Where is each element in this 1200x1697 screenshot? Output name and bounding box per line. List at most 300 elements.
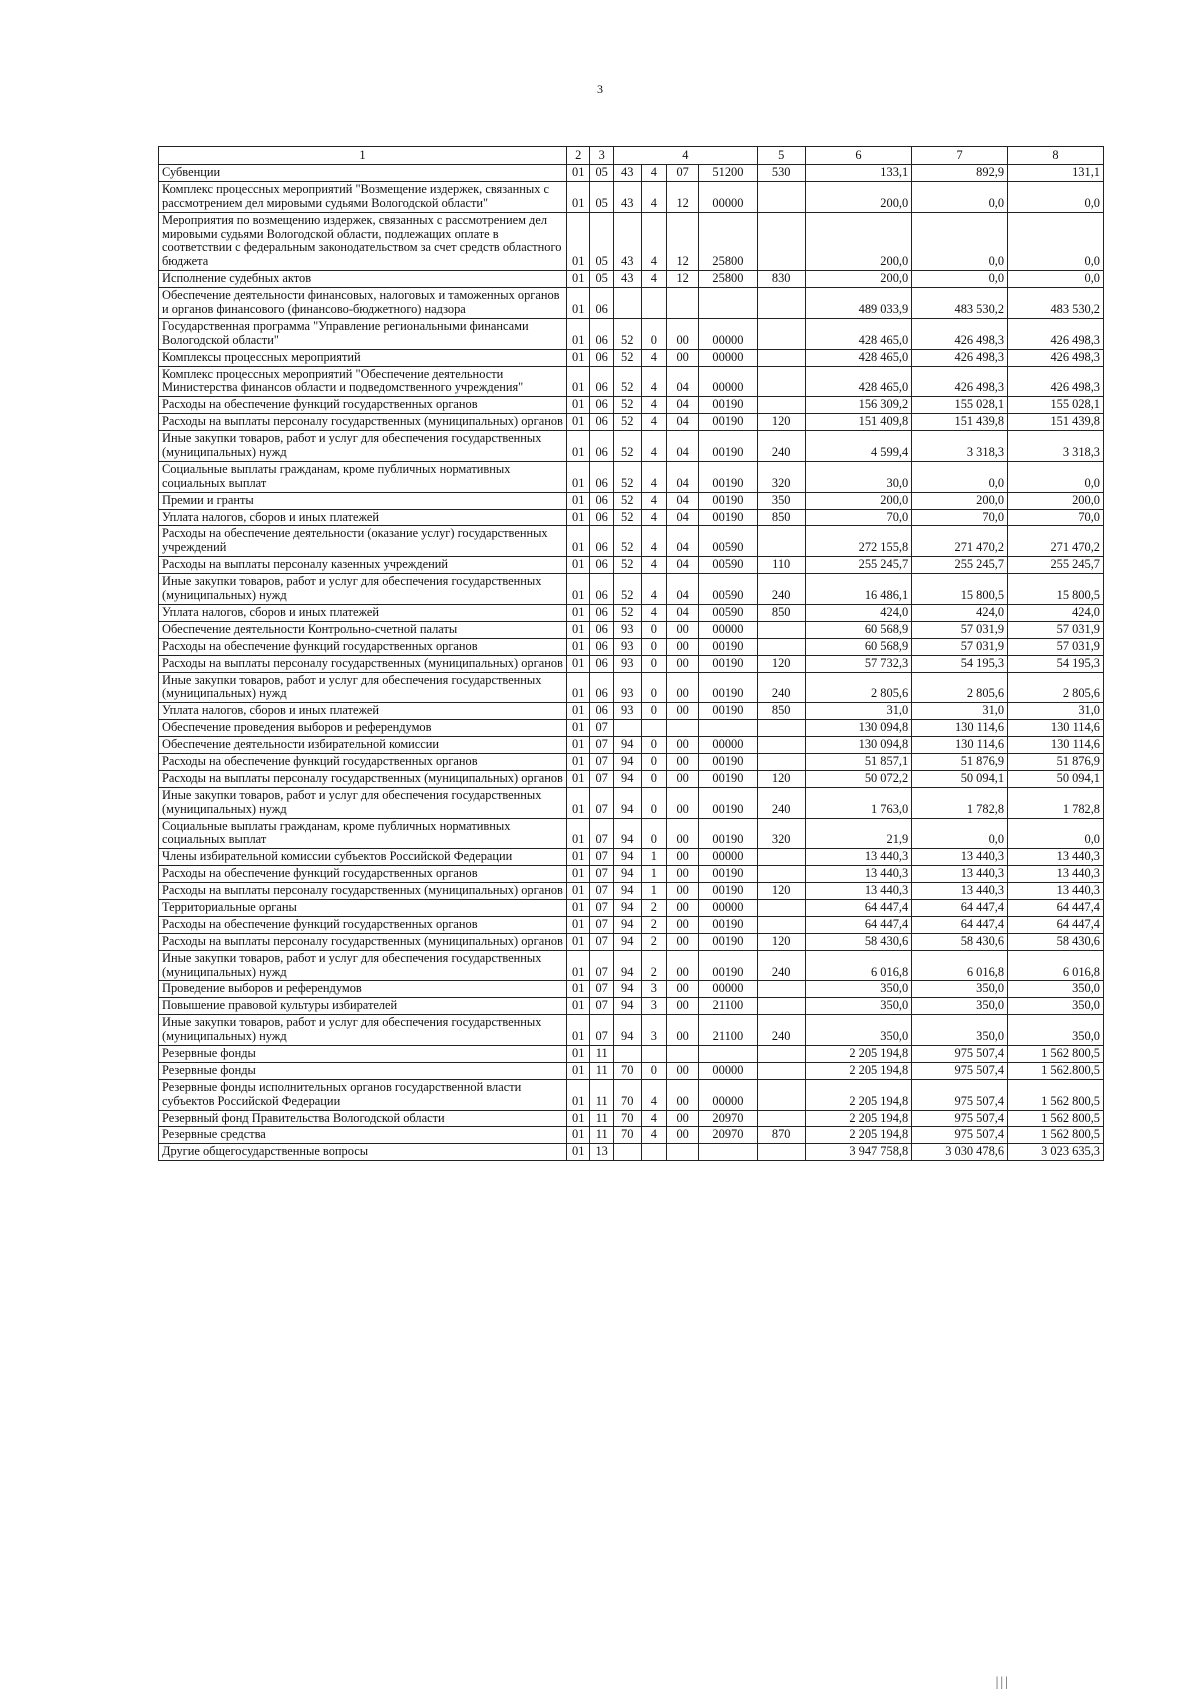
cell-vr: 850: [757, 703, 805, 720]
cell-pr: 05: [590, 212, 613, 271]
cell-csr-type: 0: [641, 1062, 667, 1079]
cell-pr: 06: [590, 574, 613, 605]
cell-csr-complex: [667, 288, 699, 319]
cell-name: Комплекс процессных мероприятий "Возмещение издержек, связанных с рассмотрением дел мировыми судьями Вологодской области": [159, 181, 567, 212]
cell-csr-program: 52: [613, 366, 641, 397]
cell-name: Расходы на обеспечение функций государственных органов: [159, 753, 567, 770]
cell-csr-complex: 00: [667, 933, 699, 950]
cell-pr: 06: [590, 557, 613, 574]
cell-pr: 06: [590, 509, 613, 526]
cell-csr-program: 52: [613, 318, 641, 349]
cell-rz: 01: [567, 1079, 590, 1110]
table-row: [159, 703, 1104, 720]
cell-csr-complex: 04: [667, 509, 699, 526]
cell-year-2: 51 876,9: [912, 753, 1008, 770]
cell-name: Обеспечение проведения выборов и референдумов: [159, 720, 567, 737]
cell-vr: 320: [757, 818, 805, 849]
cell-rz: 01: [567, 655, 590, 672]
cell-csr-complex: 00: [667, 655, 699, 672]
cell-year-1: 16 486,1: [805, 574, 912, 605]
cell-csr-complex: 07: [667, 165, 699, 182]
cell-pr: 07: [590, 916, 613, 933]
cell-csr-direction: 00190: [699, 461, 758, 492]
cell-name: Исполнение судебных актов: [159, 271, 567, 288]
cell-year-2: 70,0: [912, 509, 1008, 526]
cell-csr-program: 94: [613, 1015, 641, 1046]
cell-year-2: 31,0: [912, 703, 1008, 720]
cell-vr: 120: [757, 770, 805, 787]
cell-vr: 120: [757, 883, 805, 900]
cell-name: Иные закупки товаров, работ и услуг для обеспечения государственных (муниципальных) нужд: [159, 672, 567, 703]
cell-year-3: 0,0: [1008, 271, 1104, 288]
cell-csr-type: 4: [641, 181, 667, 212]
cell-year-1: 13 440,3: [805, 866, 912, 883]
cell-name: Расходы на выплаты персоналу государственных (муниципальных) органов: [159, 655, 567, 672]
cell-rz: 01: [567, 621, 590, 638]
cell-rz: 01: [567, 574, 590, 605]
cell-year-2: 424,0: [912, 604, 1008, 621]
cell-csr-direction: 00190: [699, 787, 758, 818]
cell-rz: 01: [567, 271, 590, 288]
cell-csr-complex: 00: [667, 787, 699, 818]
cell-year-2: 426 498,3: [912, 366, 1008, 397]
cell-pr: 06: [590, 431, 613, 462]
cell-year-3: 426 498,3: [1008, 366, 1104, 397]
table-row: [159, 1127, 1104, 1144]
cell-year-3: 426 498,3: [1008, 318, 1104, 349]
cell-rz: 01: [567, 787, 590, 818]
cell-year-1: 133,1: [805, 165, 912, 182]
cell-rz: 01: [567, 1110, 590, 1127]
header-cell: 4: [613, 147, 757, 165]
cell-vr: [757, 737, 805, 754]
cell-csr-complex: 00: [667, 950, 699, 981]
cell-csr-type: 0: [641, 703, 667, 720]
cell-name: Повышение правовой культуры избирателей: [159, 998, 567, 1015]
cell-rz: 01: [567, 397, 590, 414]
cell-year-1: 350,0: [805, 981, 912, 998]
cell-vr: 240: [757, 672, 805, 703]
cell-rz: 01: [567, 916, 590, 933]
cell-pr: 06: [590, 414, 613, 431]
cell-year-3: 483 530,2: [1008, 288, 1104, 319]
cell-year-3: 151 439,8: [1008, 414, 1104, 431]
cell-vr: [757, 981, 805, 998]
cell-year-1: 156 309,2: [805, 397, 912, 414]
cell-csr-program: 94: [613, 787, 641, 818]
cell-year-2: 0,0: [912, 212, 1008, 271]
cell-year-3: 54 195,3: [1008, 655, 1104, 672]
cell-name: Территориальные органы: [159, 899, 567, 916]
cell-year-3: 13 440,3: [1008, 849, 1104, 866]
cell-csr-program: 94: [613, 899, 641, 916]
cell-name: Расходы на выплаты персоналу государственных (муниципальных) органов: [159, 933, 567, 950]
cell-name: Резервный фонд Правительства Вологодской области: [159, 1110, 567, 1127]
cell-vr: [757, 866, 805, 883]
cell-vr: [757, 621, 805, 638]
cell-csr-program: 43: [613, 165, 641, 182]
cell-year-1: 58 430,6: [805, 933, 912, 950]
cell-name: Резервные средства: [159, 1127, 567, 1144]
cell-csr-direction: 00190: [699, 950, 758, 981]
cell-csr-program: 70: [613, 1062, 641, 1079]
table-row: [159, 866, 1104, 883]
cell-vr: 350: [757, 492, 805, 509]
cell-pr: 07: [590, 866, 613, 883]
cell-rz: 01: [567, 737, 590, 754]
cell-csr-direction: 20970: [699, 1110, 758, 1127]
cell-year-3: 50 094,1: [1008, 770, 1104, 787]
cell-csr-direction: 20970: [699, 1127, 758, 1144]
cell-year-2: 1 782,8: [912, 787, 1008, 818]
cell-name: Уплата налогов, сборов и иных платежей: [159, 703, 567, 720]
cell-pr: 06: [590, 655, 613, 672]
cell-csr-direction: 00190: [699, 509, 758, 526]
cell-rz: 01: [567, 414, 590, 431]
table-row: [159, 397, 1104, 414]
cell-year-2: 58 430,6: [912, 933, 1008, 950]
table-row: [159, 271, 1104, 288]
cell-csr-complex: 12: [667, 212, 699, 271]
cell-csr-program: 94: [613, 981, 641, 998]
cell-pr: 07: [590, 883, 613, 900]
cell-rz: 01: [567, 1127, 590, 1144]
cell-vr: [757, 318, 805, 349]
cell-csr-complex: 00: [667, 1079, 699, 1110]
table-row: [159, 461, 1104, 492]
cell-vr: 850: [757, 604, 805, 621]
table-header-row: [159, 147, 1104, 165]
cell-csr-type: 0: [641, 655, 667, 672]
cell-csr-program: 94: [613, 753, 641, 770]
cell-csr-complex: 04: [667, 604, 699, 621]
cell-csr-complex: 00: [667, 318, 699, 349]
cell-pr: 07: [590, 818, 613, 849]
cell-year-1: 13 440,3: [805, 883, 912, 900]
cell-csr-direction: 21100: [699, 998, 758, 1015]
cell-rz: 01: [567, 883, 590, 900]
cell-year-3: 1 562 800,5: [1008, 1127, 1104, 1144]
cell-csr-complex: 00: [667, 866, 699, 883]
cell-year-2: 426 498,3: [912, 349, 1008, 366]
cell-vr: 530: [757, 165, 805, 182]
cell-pr: 06: [590, 638, 613, 655]
cell-name: Расходы на выплаты персоналу государственных (муниципальных) органов: [159, 414, 567, 431]
cell-pr: 07: [590, 1015, 613, 1046]
cell-year-2: 975 507,4: [912, 1062, 1008, 1079]
cell-csr-complex: 04: [667, 431, 699, 462]
cell-csr-type: 0: [641, 638, 667, 655]
cell-rz: 01: [567, 638, 590, 655]
cell-year-1: 4 599,4: [805, 431, 912, 462]
cell-csr-program: 94: [613, 770, 641, 787]
cell-csr-direction: 00000: [699, 1062, 758, 1079]
cell-year-2: 6 016,8: [912, 950, 1008, 981]
cell-rz: 01: [567, 672, 590, 703]
cell-csr-direction: 00000: [699, 849, 758, 866]
cell-name: Расходы на обеспечение функций государственных органов: [159, 638, 567, 655]
cell-csr-program: 52: [613, 431, 641, 462]
cell-rz: 01: [567, 526, 590, 557]
cell-csr-type: [641, 1144, 667, 1161]
cell-year-1: 30,0: [805, 461, 912, 492]
cell-vr: [757, 638, 805, 655]
cell-vr: 240: [757, 787, 805, 818]
cell-rz: 01: [567, 1144, 590, 1161]
cell-csr-type: 0: [641, 770, 667, 787]
cell-rz: 01: [567, 212, 590, 271]
table-body: [159, 147, 1104, 1161]
cell-csr-program: 52: [613, 397, 641, 414]
table-row: [159, 638, 1104, 655]
cell-csr-type: 4: [641, 397, 667, 414]
cell-year-1: 60 568,9: [805, 638, 912, 655]
cell-name: Обеспечение деятельности финансовых, налоговых и таможенных органов и органов финансового (финансово-бюджетного) надзора: [159, 288, 567, 319]
cell-pr: 06: [590, 672, 613, 703]
table-row: [159, 431, 1104, 462]
cell-year-1: 428 465,0: [805, 318, 912, 349]
cell-vr: 850: [757, 509, 805, 526]
cell-csr-type: 4: [641, 492, 667, 509]
cell-csr-type: 3: [641, 1015, 667, 1046]
cell-csr-type: 4: [641, 574, 667, 605]
cell-name: Иные закупки товаров, работ и услуг для обеспечения государственных (муниципальных) нужд: [159, 574, 567, 605]
cell-rz: 01: [567, 509, 590, 526]
cell-pr: 13: [590, 1144, 613, 1161]
cell-csr-program: 52: [613, 461, 641, 492]
cell-pr: 07: [590, 737, 613, 754]
cell-rz: 01: [567, 818, 590, 849]
table-row: [159, 349, 1104, 366]
cell-csr-complex: 00: [667, 672, 699, 703]
cell-year-1: 2 205 194,8: [805, 1110, 912, 1127]
cell-year-3: 51 876,9: [1008, 753, 1104, 770]
cell-csr-program: 94: [613, 866, 641, 883]
cell-year-3: 3 318,3: [1008, 431, 1104, 462]
cell-csr-program: 70: [613, 1079, 641, 1110]
cell-csr-complex: [667, 1045, 699, 1062]
cell-csr-direction: 25800: [699, 212, 758, 271]
header-cell: 6: [805, 147, 912, 165]
cell-year-2: 975 507,4: [912, 1079, 1008, 1110]
cell-rz: 01: [567, 318, 590, 349]
cell-year-2: 151 439,8: [912, 414, 1008, 431]
cell-csr-program: 94: [613, 950, 641, 981]
cell-year-1: 2 205 194,8: [805, 1127, 912, 1144]
header-cell: 7: [912, 147, 1008, 165]
cell-csr-type: [641, 720, 667, 737]
cell-pr: 05: [590, 271, 613, 288]
cell-rz: 01: [567, 753, 590, 770]
cell-csr-complex: 04: [667, 461, 699, 492]
cell-csr-type: 2: [641, 916, 667, 933]
cell-year-2: 892,9: [912, 165, 1008, 182]
cell-csr-complex: 00: [667, 849, 699, 866]
cell-csr-direction: [699, 288, 758, 319]
table-row: [159, 212, 1104, 271]
cell-pr: 05: [590, 181, 613, 212]
cell-csr-program: 52: [613, 604, 641, 621]
cell-vr: [757, 212, 805, 271]
cell-year-2: 350,0: [912, 998, 1008, 1015]
table-row: [159, 621, 1104, 638]
cell-csr-complex: 00: [667, 1127, 699, 1144]
cell-csr-direction: 00190: [699, 770, 758, 787]
cell-rz: 01: [567, 849, 590, 866]
cell-year-3: 13 440,3: [1008, 866, 1104, 883]
cell-csr-program: [613, 720, 641, 737]
cell-year-2: 0,0: [912, 461, 1008, 492]
cell-year-2: 13 440,3: [912, 849, 1008, 866]
cell-year-1: 200,0: [805, 271, 912, 288]
cell-year-1: 151 409,8: [805, 414, 912, 431]
cell-csr-program: 52: [613, 574, 641, 605]
cell-year-2: 0,0: [912, 818, 1008, 849]
cell-year-2: 54 195,3: [912, 655, 1008, 672]
cell-year-2: 483 530,2: [912, 288, 1008, 319]
cell-vr: [757, 720, 805, 737]
cell-pr: 06: [590, 621, 613, 638]
cell-name: Иные закупки товаров, работ и услуг для обеспечения государственных (муниципальных) нужд: [159, 787, 567, 818]
table-row: [159, 950, 1104, 981]
cell-vr: [757, 998, 805, 1015]
cell-name: Мероприятия по возмещению издержек, связанных с рассмотрением дел мировыми судьями Вологодской области, подлежащих оплате в соответствии с федеральным законодательством за счет средств областного бюджета: [159, 212, 567, 271]
cell-name: Уплата налогов, сборов и иных платежей: [159, 604, 567, 621]
table-row: [159, 770, 1104, 787]
cell-rz: 01: [567, 349, 590, 366]
cell-year-1: 428 465,0: [805, 349, 912, 366]
cell-year-3: 6 016,8: [1008, 950, 1104, 981]
cell-rz: 01: [567, 998, 590, 1015]
budget-table: [158, 146, 1104, 1161]
cell-csr-complex: 00: [667, 1110, 699, 1127]
cell-year-2: 426 498,3: [912, 318, 1008, 349]
cell-csr-direction: 00000: [699, 621, 758, 638]
table-row: [159, 165, 1104, 182]
cell-rz: 01: [567, 899, 590, 916]
table-row: [159, 655, 1104, 672]
cell-vr: [757, 899, 805, 916]
table-row: [159, 366, 1104, 397]
cell-year-3: 1 562 800,5: [1008, 1110, 1104, 1127]
cell-vr: [757, 1079, 805, 1110]
cell-csr-type: 2: [641, 950, 667, 981]
cell-csr-program: 52: [613, 414, 641, 431]
cell-pr: 07: [590, 981, 613, 998]
cell-csr-direction: 00190: [699, 414, 758, 431]
cell-name: Комплексы процессных мероприятий: [159, 349, 567, 366]
cell-csr-type: 4: [641, 604, 667, 621]
cell-csr-type: 2: [641, 899, 667, 916]
cell-csr-direction: 21100: [699, 1015, 758, 1046]
cell-csr-type: 4: [641, 366, 667, 397]
cell-year-1: 13 440,3: [805, 849, 912, 866]
cell-rz: 01: [567, 1015, 590, 1046]
cell-csr-direction: 00000: [699, 366, 758, 397]
cell-csr-complex: 00: [667, 1015, 699, 1046]
cell-year-1: 64 447,4: [805, 916, 912, 933]
cell-csr-direction: 51200: [699, 165, 758, 182]
cell-csr-program: [613, 1045, 641, 1062]
cell-rz: 01: [567, 288, 590, 319]
cell-rz: 01: [567, 1062, 590, 1079]
cell-csr-type: 1: [641, 866, 667, 883]
cell-csr-type: 0: [641, 621, 667, 638]
cell-year-3: 64 447,4: [1008, 899, 1104, 916]
cell-csr-type: 0: [641, 818, 667, 849]
cell-csr-complex: 00: [667, 703, 699, 720]
cell-csr-direction: 00190: [699, 916, 758, 933]
cell-year-3: 15 800,5: [1008, 574, 1104, 605]
cell-csr-program: 93: [613, 638, 641, 655]
cell-csr-program: 93: [613, 703, 641, 720]
cell-name: Социальные выплаты гражданам, кроме публичных нормативных социальных выплат: [159, 461, 567, 492]
header-cell: 1: [159, 147, 567, 165]
cell-year-1: 2 205 194,8: [805, 1062, 912, 1079]
cell-csr-type: 1: [641, 883, 667, 900]
cell-vr: [757, 1110, 805, 1127]
cell-csr-program: 94: [613, 737, 641, 754]
cell-pr: 11: [590, 1079, 613, 1110]
cell-name: Расходы на обеспечение функций государственных органов: [159, 397, 567, 414]
cell-year-3: 0,0: [1008, 461, 1104, 492]
cell-year-2: 130 114,6: [912, 720, 1008, 737]
cell-vr: 240: [757, 574, 805, 605]
cell-year-1: 1 763,0: [805, 787, 912, 818]
cell-year-2: 975 507,4: [912, 1127, 1008, 1144]
cell-year-3: 350,0: [1008, 998, 1104, 1015]
cell-year-1: 57 732,3: [805, 655, 912, 672]
cell-year-3: 130 114,6: [1008, 720, 1104, 737]
cell-csr-direction: 00190: [699, 672, 758, 703]
cell-year-1: 2 205 194,8: [805, 1045, 912, 1062]
cell-vr: 120: [757, 655, 805, 672]
cell-vr: [757, 366, 805, 397]
cell-csr-complex: 12: [667, 181, 699, 212]
cell-pr: 11: [590, 1127, 613, 1144]
cell-year-1: 64 447,4: [805, 899, 912, 916]
cell-csr-complex: 00: [667, 753, 699, 770]
table-row: [159, 1079, 1104, 1110]
cell-year-2: 57 031,9: [912, 638, 1008, 655]
cell-pr: 07: [590, 998, 613, 1015]
cell-pr: 11: [590, 1062, 613, 1079]
cell-rz: 01: [567, 866, 590, 883]
cell-rz: 01: [567, 604, 590, 621]
cell-csr-complex: 00: [667, 770, 699, 787]
cell-csr-program: 94: [613, 916, 641, 933]
table-row: [159, 672, 1104, 703]
cell-csr-complex: 00: [667, 621, 699, 638]
cell-csr-program: 94: [613, 818, 641, 849]
table-row: [159, 998, 1104, 1015]
cell-pr: 07: [590, 753, 613, 770]
cell-csr-complex: 00: [667, 998, 699, 1015]
cell-csr-complex: 00: [667, 916, 699, 933]
cell-pr: 07: [590, 933, 613, 950]
cell-rz: 01: [567, 461, 590, 492]
table-row: [159, 883, 1104, 900]
cell-csr-type: 2: [641, 933, 667, 950]
cell-vr: 240: [757, 1015, 805, 1046]
cell-year-2: 350,0: [912, 1015, 1008, 1046]
scan-marks: |||: [995, 1675, 1010, 1690]
cell-csr-type: 0: [641, 787, 667, 818]
cell-rz: 01: [567, 366, 590, 397]
cell-name: Члены избирательной комиссии субъектов Российской Федерации: [159, 849, 567, 866]
header-cell: 3: [590, 147, 613, 165]
cell-year-1: 200,0: [805, 492, 912, 509]
